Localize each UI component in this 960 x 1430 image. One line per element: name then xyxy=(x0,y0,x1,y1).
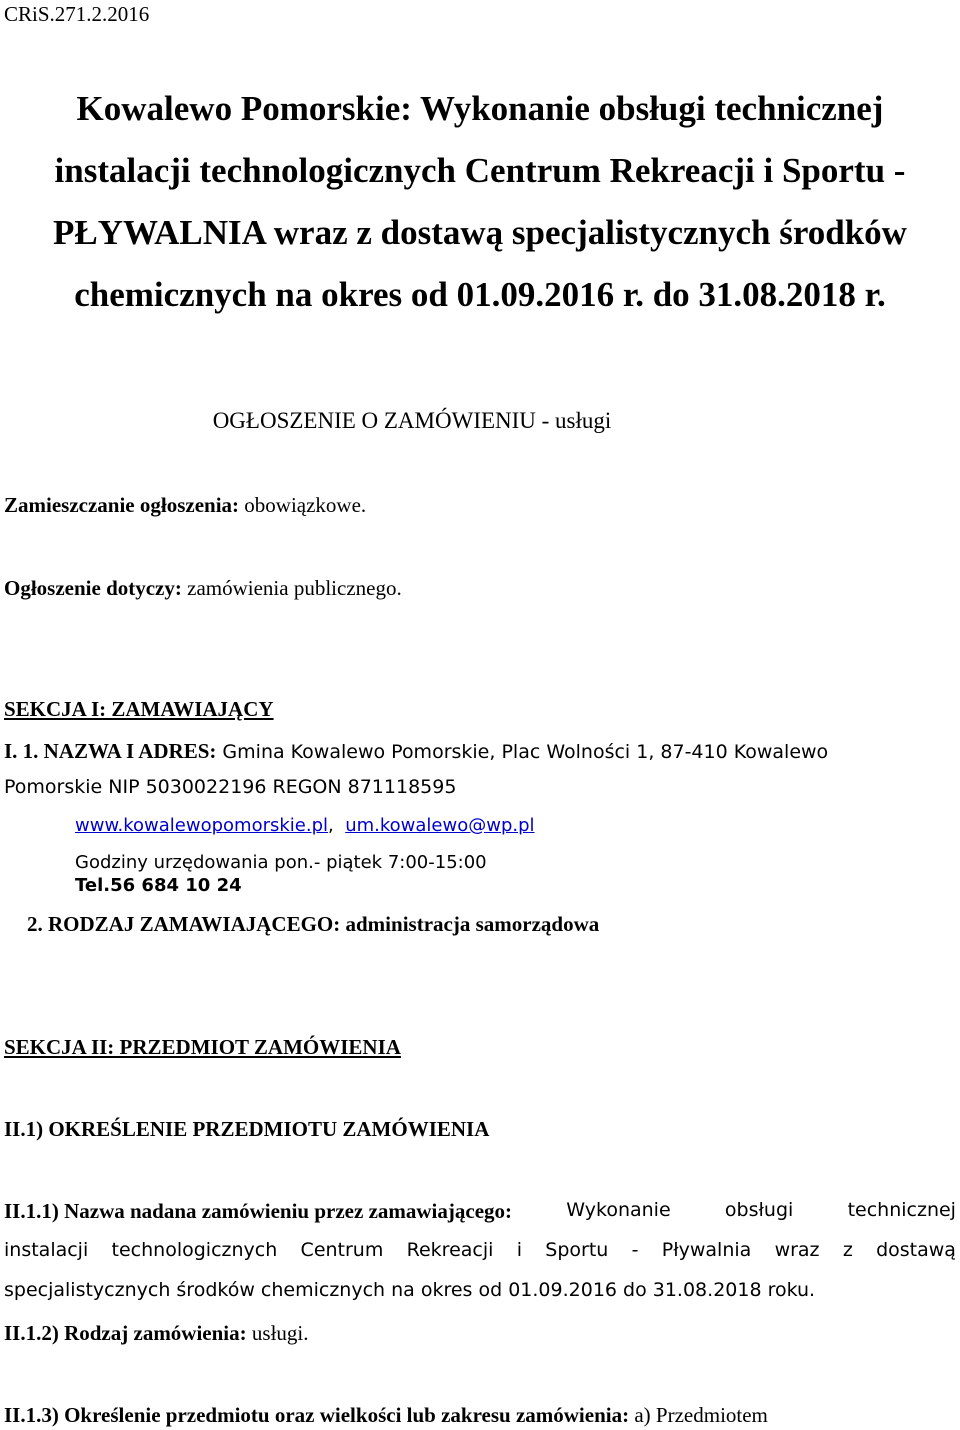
contract-name-line-3: specjalistycznych środków chemicznych na okres od 01.09.2016 do 31.08.2018 roku. xyxy=(4,1279,816,1301)
title-line: instalacji technologicznych Centrum Rekreacji i Sportu - xyxy=(54,151,906,190)
concerns-value: zamówienia publicznego. xyxy=(181,576,402,600)
website-link[interactable]: www.kowalewopomorskie.pl xyxy=(75,815,329,836)
section1-heading: SEKCJA I: ZAMAWIAJĄCY xyxy=(4,697,274,721)
email-link[interactable]: um.kowalewo@wp.pl xyxy=(345,815,535,836)
contract-name-word: Sportu xyxy=(545,1239,609,1261)
contract-name-word: obsługi xyxy=(724,1199,794,1221)
office-hours: Godziny urzędowania pon.- piątek 7:00-15:00 xyxy=(75,852,487,873)
contract-name-word: technologicznych xyxy=(111,1239,278,1261)
contract-name-word: Pływalnia xyxy=(661,1239,752,1261)
contract-name-line-2 xyxy=(4,1239,956,1261)
contract-name-word: Wykonanie xyxy=(566,1199,671,1221)
name-address-label: I. 1. NAZWA I ADRES: xyxy=(4,739,217,763)
contracting-authority-ids: Pomorskie NIP 5030022196 REGON 871118595 xyxy=(4,776,457,798)
placement-label: Zamieszczanie ogłoszenia: xyxy=(4,493,240,517)
contract-scope-label: II.1.3) Określenie przedmiotu oraz wielkości lub zakresu zamówienia: xyxy=(4,1403,630,1427)
contract-name-word: dostawą xyxy=(876,1239,956,1261)
contract-type-line xyxy=(4,1321,308,1346)
title-line: PŁYWALNIA wraz z dostawą specjalistycznych środków xyxy=(53,213,907,252)
contract-name-word: technicznej xyxy=(847,1199,956,1221)
contract-type-value: usługi. xyxy=(246,1321,309,1345)
title-line: chemicznych na okres od 01.09.2016 r. do 31.08.2018 r. xyxy=(74,275,886,314)
authority-type: 2. RODZAJ ZAMAWIAJĄCEGO: administracja samorządowa xyxy=(27,912,600,936)
contract-name-word: wraz xyxy=(774,1239,820,1261)
placement-line xyxy=(4,493,366,518)
contract-scope-line xyxy=(4,1403,768,1428)
notice-subtitle: OGŁOSZENIE O ZAMÓWIENIU - usługi xyxy=(212,408,612,433)
concerns-line xyxy=(4,576,402,601)
contract-name-word: Centrum xyxy=(300,1239,384,1261)
contract-name-word: i xyxy=(516,1239,522,1261)
contract-scope-value: a) Przedmiotem xyxy=(629,1403,768,1427)
name-address-value: Gmina Kowalewo Pomorskie, Plac Wolności 1, 87-410 Kowalewo xyxy=(216,741,829,763)
contract-name-word: - xyxy=(631,1239,639,1261)
contract-name-word: instalacji xyxy=(4,1239,89,1261)
concerns-label: Ogłoszenie dotyczy: xyxy=(4,576,182,600)
contracting-authority-name xyxy=(4,739,828,764)
contract-name-label: II.1.1) Nazwa nadana zamówieniu przez zamawiającego: xyxy=(4,1199,513,1223)
section2-heading: SEKCJA II: PRZEDMIOT ZAMÓWIENIA xyxy=(4,1035,401,1059)
placement-value: obowiązkowe. xyxy=(239,493,367,517)
contract-name-word: Rekreacji xyxy=(406,1239,494,1261)
contract-type-label: II.1.2) Rodzaj zamówienia: xyxy=(4,1321,247,1345)
title-line: Kowalewo Pomorskie: Wykonanie obsługi technicznej xyxy=(76,89,884,128)
document-title xyxy=(0,78,960,326)
link-separator: , xyxy=(328,815,334,836)
contract-name-word: z xyxy=(842,1239,853,1261)
telephone: Tel.56 684 10 24 xyxy=(75,875,242,896)
contact-links xyxy=(75,815,535,836)
document-reference: CRiS.271.2.2016 xyxy=(4,2,150,26)
subject-definition-heading: II.1) OKREŚLENIE PRZEDMIOTU ZAMÓWIENIA xyxy=(4,1117,490,1141)
contract-name-line-1 xyxy=(4,1199,956,1224)
